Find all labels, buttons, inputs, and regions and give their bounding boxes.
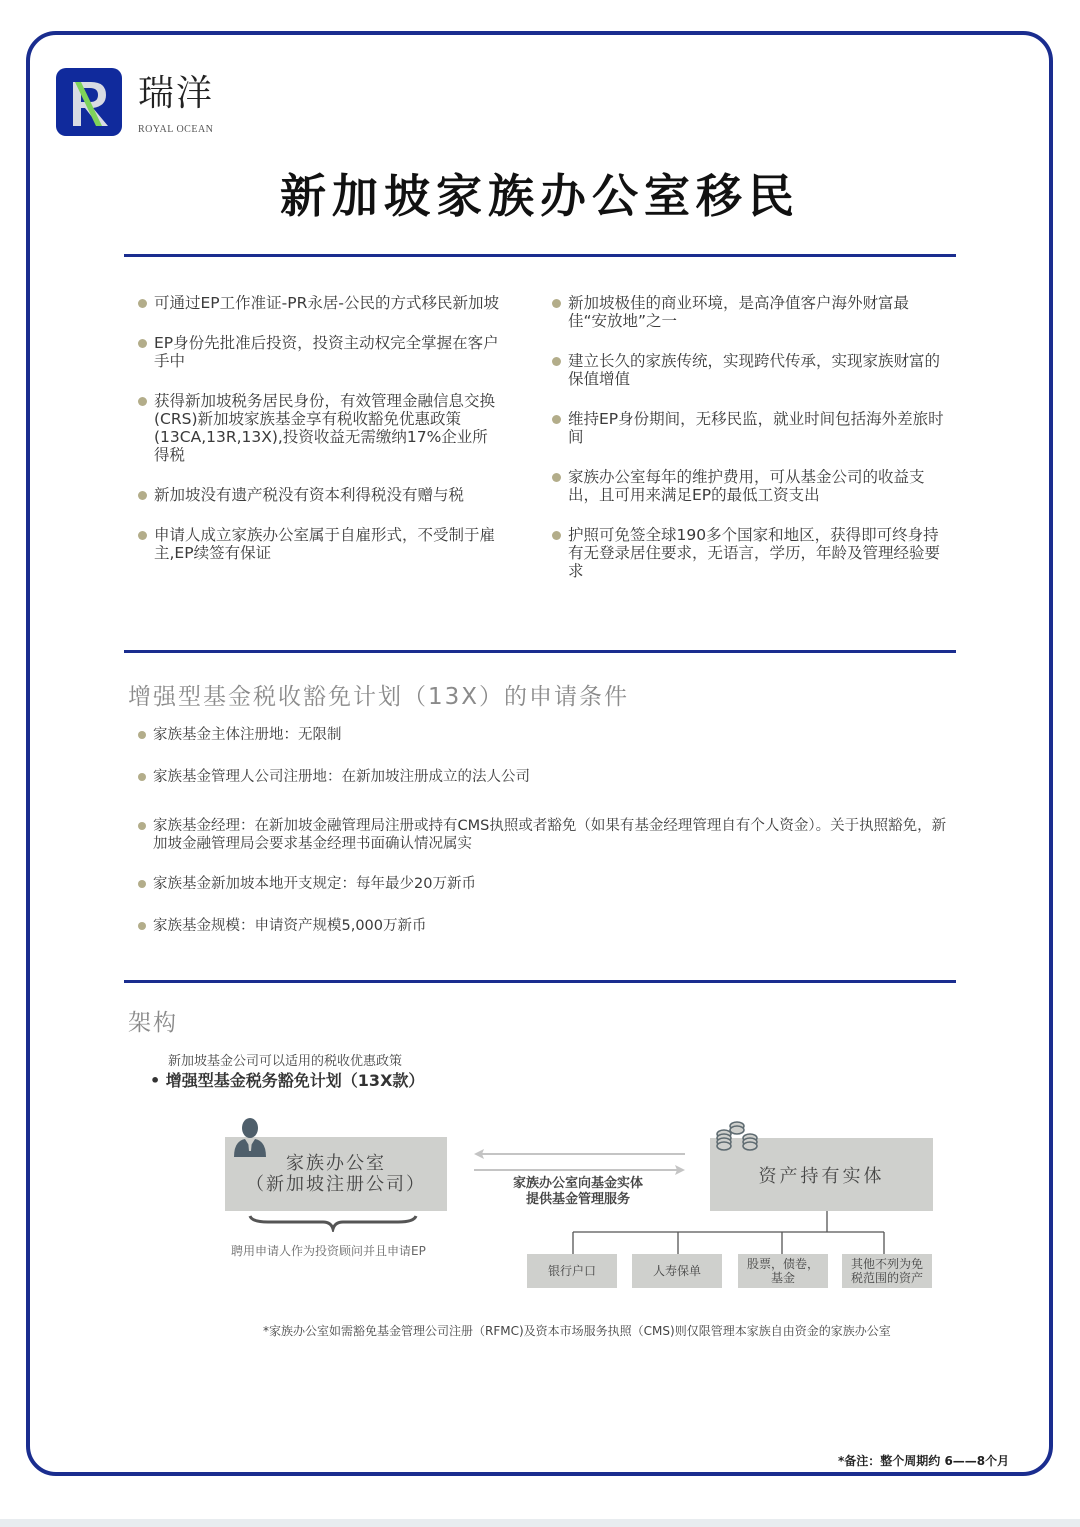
benefit-item: 维持EP身份期间，无移民监，就业时间包括海外差旅时间 xyxy=(552,410,948,446)
condition-item: 家族基金主体注册地：无限制 xyxy=(138,726,958,744)
policy-intro: 新加坡基金公司可以适用的税收优惠政策 xyxy=(168,1054,403,1069)
asset-entity-box: 资产持有实体 xyxy=(710,1138,933,1211)
structure-heading: 架构 xyxy=(128,1010,178,1036)
brand-name-en: ROYAL OCEAN xyxy=(138,124,214,135)
condition-item: 家族基金经理：在新加坡金融管理局注册或持有CMS执照或者豁免（如果有基金经理管理自有个人资金）。关于执照豁免，新加坡金融管理局会要求基金经理书面确认情况属实 xyxy=(138,817,958,853)
asset-securities: 股票，债卷， 基金 xyxy=(738,1254,828,1288)
condition-item: 家族基金规模：申请资产规模5,000万新币 xyxy=(138,917,958,935)
condition-item: 家族基金管理人公司注册地：在新加坡注册成立的法人公司 xyxy=(138,768,958,786)
conditions-heading: 增强型基金税收豁免计划（13X）的申请条件 xyxy=(128,684,630,710)
policy-item: • 增强型基金税务豁免计划（13X款） xyxy=(150,1071,425,1090)
asset-life-insurance: 人寿保单 xyxy=(632,1254,722,1288)
benefit-item: 获得新加坡税务居民身份，有效管理金融信息交换(CRS)新加坡家族基金享有税收豁免优惠政策(13CA,13R,13X),投资收益无需缴纳17%企业所得税 xyxy=(138,392,502,464)
family-office-note: 聘用申请人作为投资顾问并且申请EP xyxy=(231,1244,426,1258)
condition-item: 家族基金新加坡本地开支规定：每年最少20万新币 xyxy=(138,875,958,893)
service-label: 家族办公室向基金实体 提供基金管理服务 xyxy=(512,1176,643,1207)
asset-bank-account: 银行户口 xyxy=(527,1254,617,1288)
benefit-item: 建立长久的家族传统，实现跨代传承，实现家族财富的保值增值 xyxy=(552,352,948,388)
benefit-item: 新加坡没有遗产税没有资本利得税没有赠与税 xyxy=(138,486,502,504)
benefit-item: 新加坡极佳的商业环境，是高净值客户海外财富最佳“安放地”之一 xyxy=(552,294,948,330)
page-title: 新加坡家族办公室移民 xyxy=(280,169,800,223)
benefit-item: EP身份先批准后投资，投资主动权完全掌握在客户手中 xyxy=(138,334,502,370)
benefit-item: 家族办公室每年的维护费用，可从基金公司的收益支出，且可用来满足EP的最低工资支出 xyxy=(552,468,948,504)
asset-other: 其他不列为免 税范围的资产 xyxy=(842,1254,932,1288)
structure-footnote: *家族办公室如需豁免基金管理公司注册（RFMC)及资本市场服务执照（CMS)则仅限管理本家族自由资金的家族办公室 xyxy=(263,1324,891,1338)
brand-name-cn: 瑞洋 xyxy=(138,73,215,114)
benefit-item: 申请人成立家族办公室属于自雇形式，不受制于雇主,EP续签有保证 xyxy=(138,526,502,562)
cycle-remark: *备注：整个周期约 6——8个月 xyxy=(838,1454,1010,1468)
benefit-item: 护照可免签全球190多个国家和地区，获得即可终身持有无登录居住要求，无语言，学历，年龄及管理经验要求 xyxy=(552,526,948,580)
benefit-item: 可通过EP工作准证-PR永居-公民的方式移民新加坡 xyxy=(138,294,502,312)
family-office-box: 家族办公室 （新加坡注册公司） xyxy=(225,1137,447,1211)
